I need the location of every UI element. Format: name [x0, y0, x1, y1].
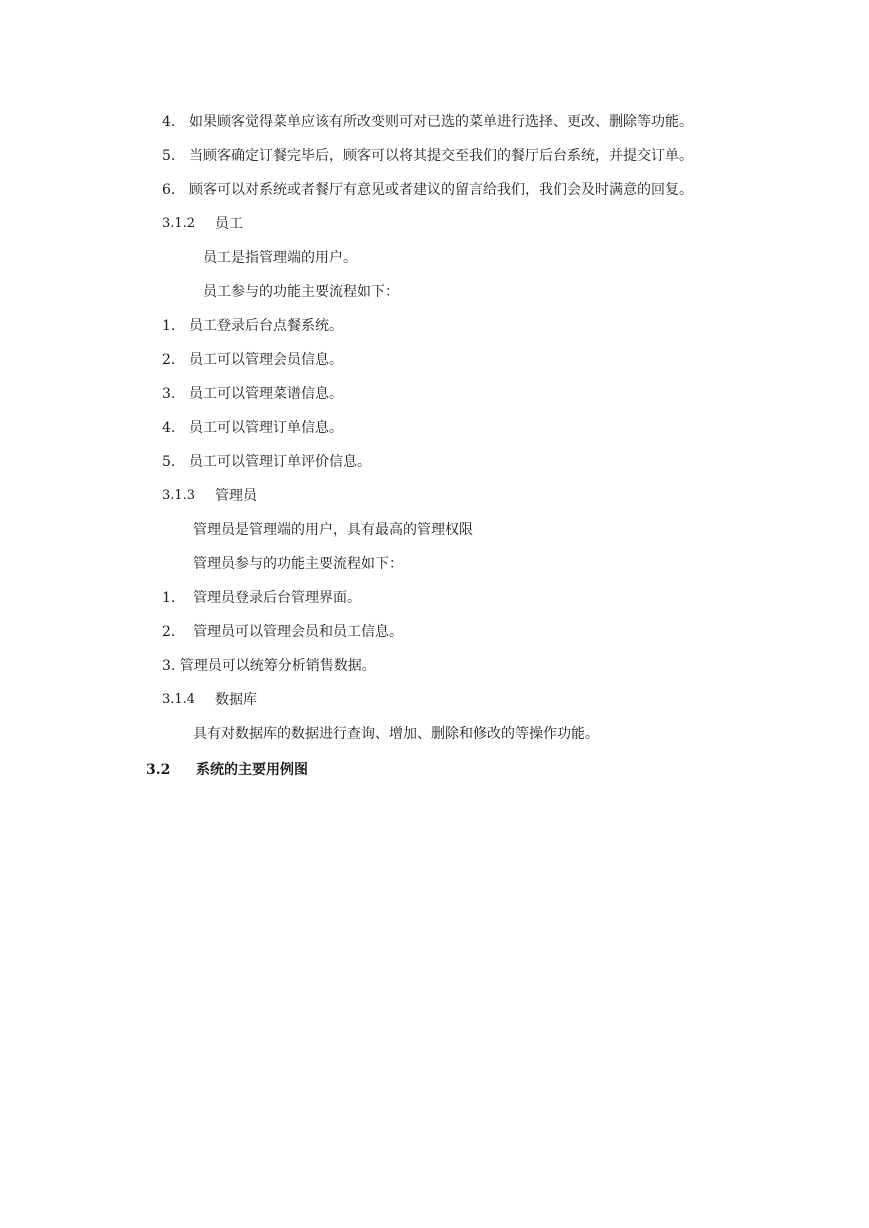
paragraph: 管理员参与的功能主要流程如下： — [193, 556, 403, 572]
subsection-title: 员工 — [215, 216, 243, 232]
list-item-text: 3. 管理员可以统筹分析销售数据。 — [162, 658, 376, 674]
subsection-title: 数据库 — [215, 692, 257, 708]
list-item-text: 员工可以管理会员信息。 — [189, 352, 343, 368]
list-item-text: 如果顾客觉得菜单应该有所改变则可对已选的菜单进行选择、更改、删除等功能。 — [189, 114, 693, 130]
list-item-text: 员工可以管理订单评价信息。 — [189, 454, 371, 470]
section-number: 3.2 — [146, 762, 171, 778]
subsection-number: 3.1.3 — [162, 488, 196, 503]
list-number: 1. — [162, 590, 176, 606]
list-number: 3. — [162, 386, 176, 402]
paragraph: 员工参与的功能主要流程如下： — [203, 284, 399, 300]
list-item-text: 管理员可以管理会员和员工信息。 — [193, 624, 403, 640]
section-title: 系统的主要用例图 — [196, 762, 308, 778]
list-number: 4. — [162, 420, 176, 436]
list-item-text: 顾客可以对系统或者餐厅有意见或者建议的留言给我们，我们会及时满意的回复。 — [189, 182, 693, 198]
list-number: 2. — [162, 352, 176, 368]
list-item-text: 当顾客确定订餐完毕后，顾客可以将其提交至我们的餐厅后台系统，并提交订单。 — [189, 148, 693, 164]
list-number: 4. — [162, 114, 176, 130]
subsection-number: 3.1.4 — [162, 692, 196, 707]
list-item-text: 员工可以管理订单信息。 — [189, 420, 343, 436]
paragraph: 管理员是管理端的用户，具有最高的管理权限 — [193, 522, 473, 538]
list-number: 6. — [162, 182, 176, 198]
paragraph: 具有对数据库的数据进行查询、增加、删除和修改的等操作功能。 — [193, 726, 599, 742]
subsection-title: 管理员 — [215, 488, 257, 504]
list-item-text: 员工可以管理菜谱信息。 — [189, 386, 343, 402]
list-item-text: 管理员登录后台管理界面。 — [193, 590, 361, 606]
paragraph: 员工是指管理端的用户。 — [203, 250, 357, 266]
list-number: 5. — [162, 454, 176, 470]
list-number: 5. — [162, 148, 176, 164]
list-number: 2. — [162, 624, 176, 640]
subsection-number: 3.1.2 — [162, 216, 196, 231]
list-number: 1. — [162, 318, 176, 334]
list-item-text: 员工登录后台点餐系统。 — [189, 318, 343, 334]
